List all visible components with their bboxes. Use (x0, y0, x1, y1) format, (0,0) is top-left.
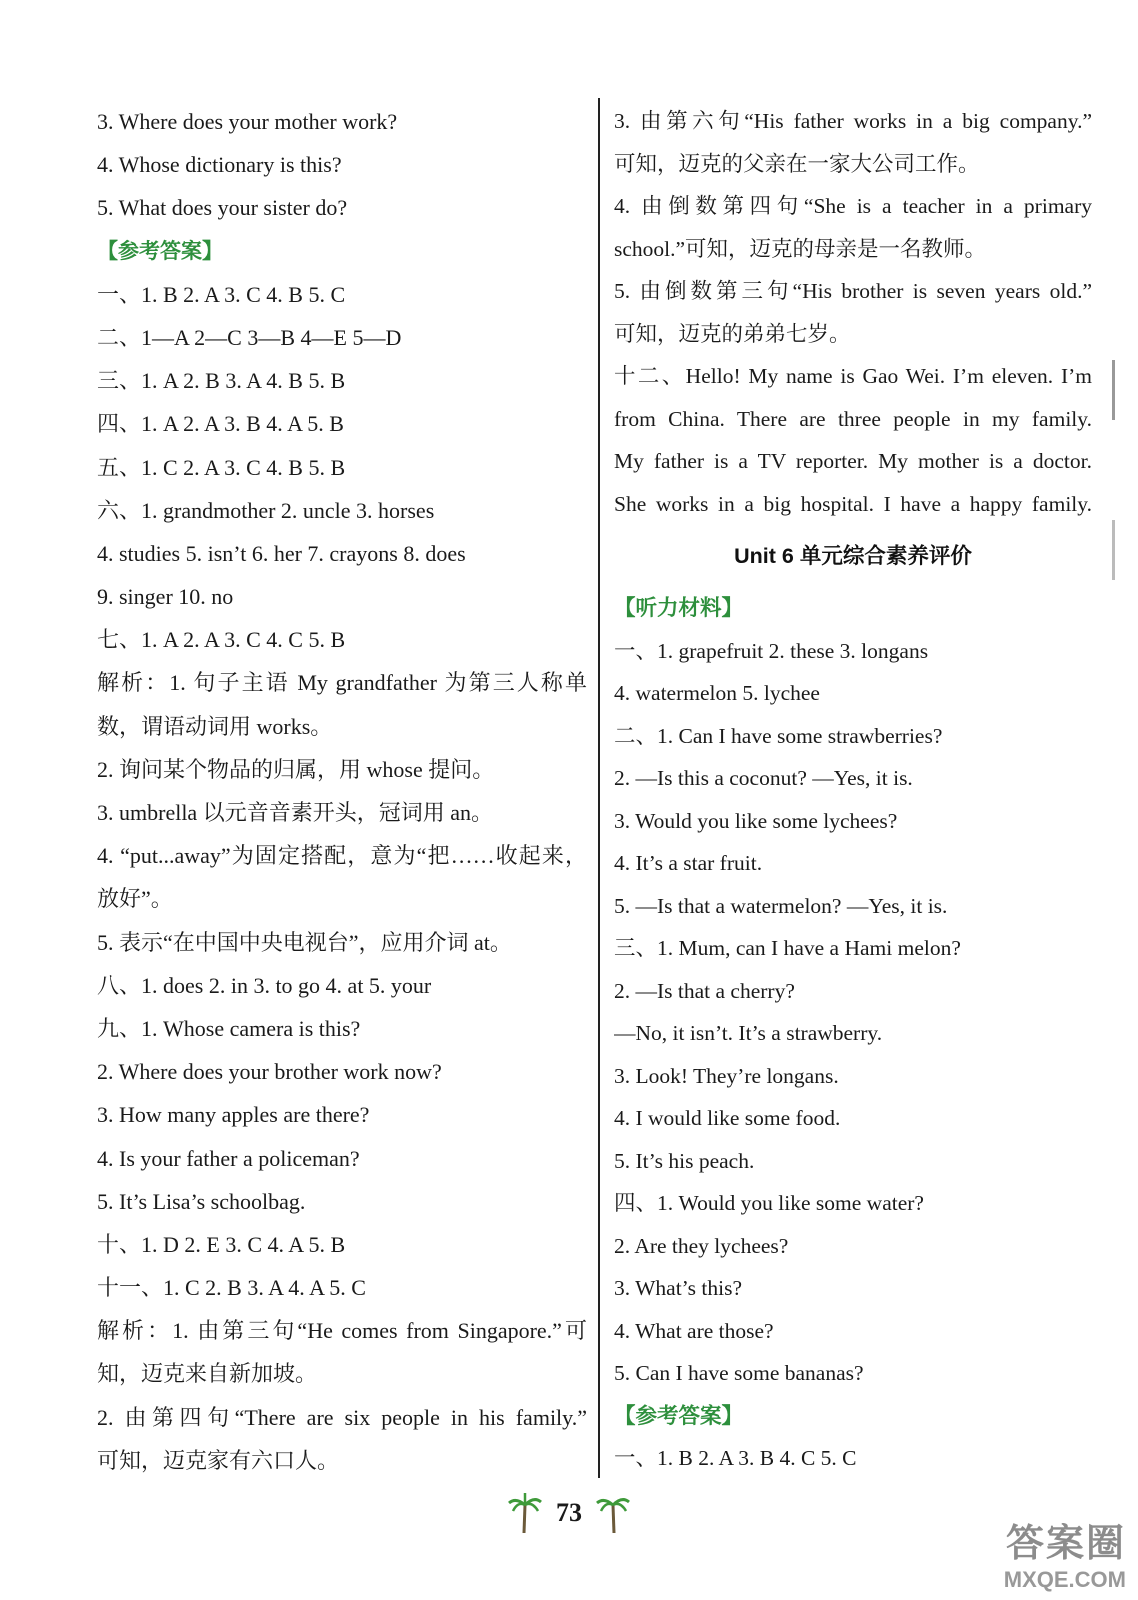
text-line: 2. 询问某个物品的归属，用 whose 提问。 (97, 756, 495, 782)
text-line: 4. Whose dictionary is this? (97, 152, 342, 178)
text-line: 知，迈克来自新加坡。 (97, 1361, 318, 1387)
watermark (966, 1512, 1126, 1592)
answer-line: 四、1. A 2. A 3. B 4. A 5. B (97, 411, 344, 437)
answer-line: 六、1. grandmother 2. uncle 3. horses (97, 497, 435, 523)
section-heading: 【听力材料】 (614, 596, 744, 620)
text-line: 4. It’s a star fruit. (614, 851, 763, 875)
text-line: 2. Where does your brother work now? (97, 1059, 442, 1085)
text-line: school.”可知，迈克的母亲是一名教师。 (614, 236, 987, 261)
text-line: 3. Look! They’re longans. (614, 1063, 839, 1088)
text-line: 可知，迈克的父亲在一家大公司工作。 (614, 151, 980, 176)
text-line: 四、1. Would you like some water? (614, 1191, 924, 1215)
text-line: 2. Are they lychees? (614, 1233, 789, 1258)
left-column (97, 100, 587, 1482)
text-line: 2. —Is this a coconut? —Yes, it is. (614, 766, 913, 790)
text-line: 解析：1. 句子主语 My grandfather 为第三人称单 (97, 670, 587, 696)
text-line: 5. It’s Lisa’s schoolbag. (97, 1188, 306, 1214)
text-line: 一、1. grapefruit 2. these 3. longans (614, 638, 929, 663)
page-number: 73 (556, 1498, 582, 1527)
text-line: 放好”。 (97, 886, 173, 912)
palm-tree-icon (596, 1491, 630, 1535)
answer-line: 七、1. A 2. A 3. C 4. C 5. B (97, 627, 346, 653)
text-line: 4. 由倒数第四句“She is a teacher in a primary (614, 194, 1092, 218)
text-line: 3. Would you like some lychees? (614, 808, 898, 833)
edge-mark (1112, 520, 1115, 580)
text-line: 3. How many apples are there? (97, 1102, 370, 1128)
text-line: 5. It’s his peach. (614, 1148, 755, 1173)
text-line: 4. “put...away”为固定搭配，意为“把……收起来， (97, 843, 587, 869)
text-line: 十二、Hello! My name is Gao Wei. I’m eleven. I’m (614, 364, 1092, 388)
text-line: from China. There are three people in my family. (614, 406, 1092, 431)
text-line: 3. umbrella 以元音音素开头，冠词用 an。 (97, 800, 493, 825)
answer-line: 一、1. B 2. A 3. C 4. B 5. C (97, 281, 346, 307)
text-line: My father is a TV reporter. My mother is a doctor. (614, 449, 1092, 473)
text-line: 3. 由第六句“His father works in a big company.” (614, 109, 1092, 133)
answer-line: 三、1. A 2. B 3. A 4. B 5. B (97, 368, 346, 394)
answer-line: 五、1. C 2. A 3. C 4. B 5. B (97, 454, 346, 480)
text-line: 3. Where does your mother work? (97, 109, 398, 134)
answer-line: 八、1. does 2. in 3. to go 4. at 5. your (97, 972, 432, 998)
text-line: 2. —Is that a cherry? (614, 978, 795, 1003)
text-line: 2. 由第四句“There are six people in his family.” (97, 1404, 587, 1430)
text-line: 3. What’s this? (614, 1276, 742, 1300)
text-line: 4. What are those? (614, 1318, 774, 1343)
text-line: 解析：1. 由第三句“He comes from Singapore.”可 (97, 1318, 587, 1344)
text-line: 可知，迈克的弟弟七岁。 (614, 321, 851, 346)
answer-line: 一、1. B 2. A 3. B 4. C 5. C (614, 1446, 857, 1470)
text-line: 二、1. Can I have some strawberries? (614, 723, 943, 748)
answer-line: 十、1. D 2. E 3. C 4. A 5. B (97, 1231, 346, 1257)
answer-line: 4. studies 5. isn’t 6. her 7. crayons 8. does (97, 540, 466, 566)
column-divider (598, 98, 600, 1478)
text-line: 4. Is your father a policeman? (97, 1145, 360, 1171)
text-line: 九、1. Whose camera is this? (97, 1015, 361, 1041)
text-line: 5. 由倒数第三句“His brother is seven years old.” (614, 279, 1092, 303)
text-line: 5. What does your sister do? (97, 195, 348, 221)
text-line: She works in a big hospital. I have a happy family. (614, 491, 1092, 516)
text-line: 5. Can I have some bananas? (614, 1361, 864, 1385)
text-line: 4. watermelon 5. lychee (614, 681, 820, 705)
answer-line: 9. singer 10. no (97, 584, 234, 610)
unit-title: Unit 6 单元综合素养评价 (734, 544, 972, 568)
section-heading: 【参考答案】 (614, 1403, 744, 1428)
watermark-logo-text: 答案圈 (1005, 1523, 1126, 1565)
text-line: 可知，迈克家有六口人。 (97, 1447, 340, 1473)
answer-line: 二、1—A 2—C 3—B 4—E 5—D (97, 324, 402, 350)
text-line: 三、1. Mum, can I have a Hami melon? (614, 936, 961, 960)
text-line: 5. —Is that a watermelon? —Yes, it is. (614, 893, 948, 918)
watermark-url: MXQE.COM (1003, 1567, 1126, 1592)
text-line: 5. 表示“在中国中央电视台”，应用介词 at。 (97, 929, 512, 955)
answer-line: 十一、1. C 2. B 3. A 4. A 5. C (97, 1275, 366, 1301)
text-line: —No, it isn’t. It’s a strawberry. (614, 1021, 883, 1045)
text-line: 4. I would like some food. (614, 1106, 841, 1130)
section-heading: 【参考答案】 (97, 238, 223, 263)
right-column (614, 100, 1092, 1480)
palm-tree-icon (508, 1491, 542, 1535)
edge-mark (1112, 360, 1115, 420)
text-line: 数，谓语动词用 works。 (97, 713, 333, 739)
